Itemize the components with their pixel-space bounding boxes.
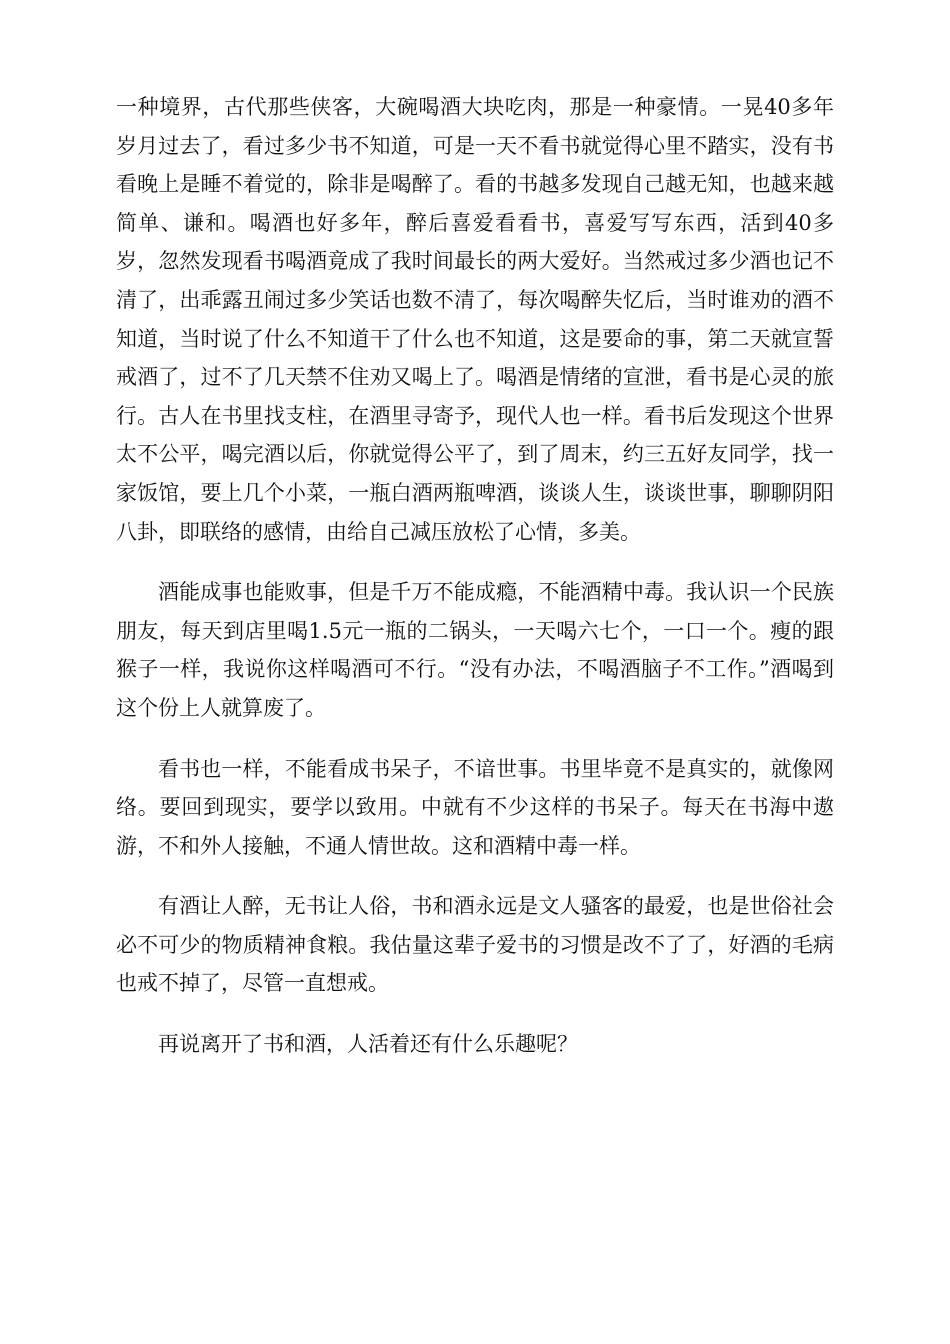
paragraph-4: 有酒让人醉，无书让人俗，书和酒永远是文人骚客的最爱，也是世俗社会必不可少的物质精神食粮。我估量这辈子爱书的习惯是改不了了，好酒的毛病也戒不掉了，尽管一直想戒。 [116, 894, 834, 996]
paragraph-3: 看书也一样，不能看成书呆子，不谙世事。书里毕竟不是真实的，就像网络。要回到现实，要学以致用。中就有不少这样的书呆子。每天在书海中遨游，不和外人接触，不通人情世故。这和酒精中毒一样。 [116, 756, 834, 858]
document-page [116, 0, 834, 1064]
paragraph-1: 一种境界，古代那些侠客，大碗喝酒大块吃肉，那是一种豪情。一晃40多年岁月过去了，看过多少书不知道，可是一天不看书就觉得心里不踏实，没有书看晚上是睡不着觉的，除非是喝醉了。看的书越多发现自己越无知，也越来越简单、谦和。喝酒也好多年，醉后喜爱看看书，喜爱写写东西，活到40多岁，忽然发现看书喝酒竟成了我时间最长的两大爱好。当然戒过多少酒也记不清了，出乖露丑闹过多少笑话也数不清了，每次喝醉失忆后，当时谁劝的酒不知道，当时说了什么不知道干了什么也不知道，这是要命的事，第二天就宣誓戒酒了，过不了几天禁不住劝又喝上了。喝酒是情绪的宣泄，看书是心灵的旅行。古人在书里找支柱，在酒里寻寄予，现代人也一样。看书后发现这个世界太不公平，喝完酒以后，你就觉得公平了，到了周末，约三五好友同学，找一家饭馆，要上几个小菜，一瓶白酒两瓶啤酒，谈谈人生，谈谈世事，聊聊阴阳八卦，即联络的感情，由给自己减压放松了心情，多美。 [116, 95, 834, 544]
paragraph-2: 酒能成事也能败事，但是千万不能成瘾，不能酒精中毒。我认识一个民族朋友，每天到店里喝1.5元一瓶的二锅头，一天喝六七个，一口一个。瘦的跟猴子一样，我说你这样喝酒可不行。“没有办法，不喝酒脑子不工作。”酒喝到这个份上人就算废了。 [116, 580, 834, 720]
paragraph-5: 再说离开了书和酒，人活着还有什么乐趣呢？ [158, 1032, 578, 1057]
